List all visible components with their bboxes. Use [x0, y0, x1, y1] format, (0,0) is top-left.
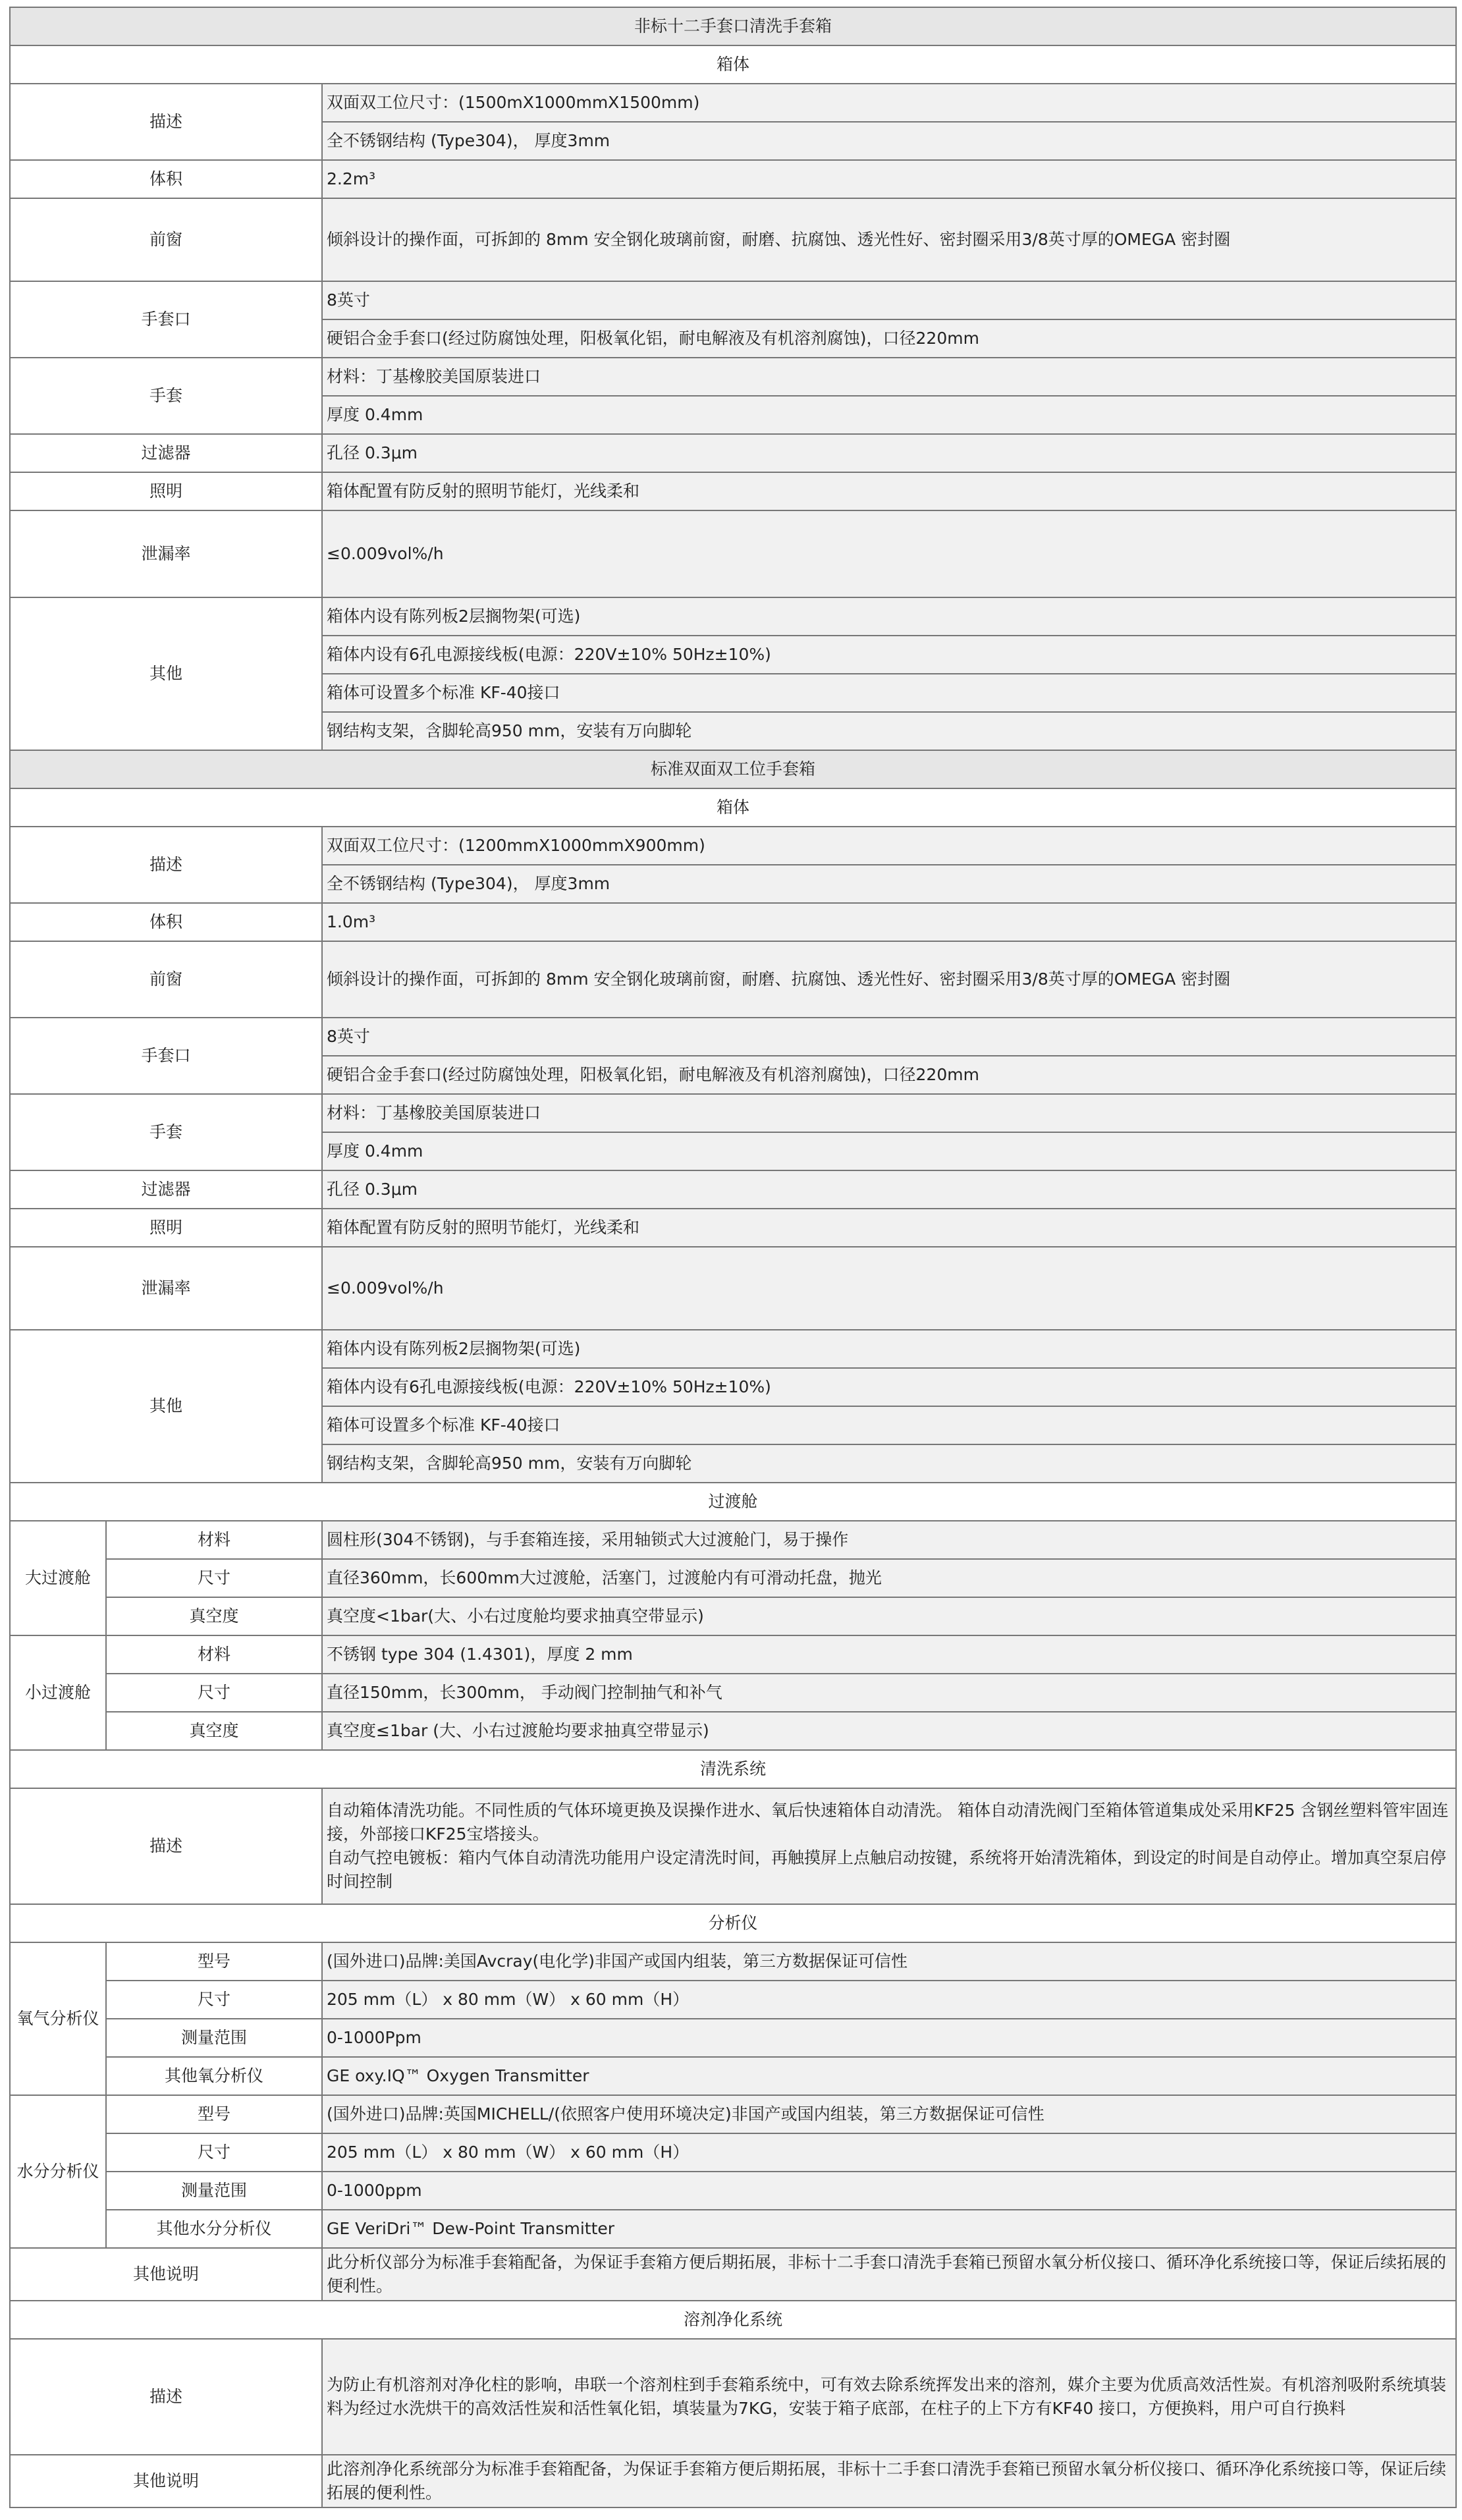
- box2-other-stand: 钢结构支架，含脚轮高950 mm，安装有万向脚轮: [322, 1444, 1456, 1483]
- label-vacuum: 真空度: [106, 1712, 322, 1750]
- section-transfer-chamber: 过渡舱: [10, 1483, 1456, 1521]
- label-material: 材料: [106, 1635, 322, 1674]
- label-material: 材料: [106, 1521, 322, 1559]
- box1-lighting: 箱体配置有防反射的照明节能灯，光线柔和: [322, 472, 1456, 510]
- big-chamber-size: 直径360mm，长600mm大过渡舱，活塞门，过渡舱内有可滑动托盘，抛光: [322, 1559, 1456, 1597]
- label-model: 型号: [106, 2095, 322, 2133]
- h2o-size: 205 mm（L） x 80 mm（W） x 60 mm（H）: [322, 2133, 1456, 2172]
- label-oxygen-analyzer: 氧气分析仪: [10, 1942, 106, 2095]
- label-volume: 体积: [10, 160, 322, 198]
- cleaning-desc: 自动箱体清洗功能。不同性质的气体环境更换及误操作进水、氧后快速箱体自动清洗。 箱体自动清洗阀门至箱体管道集成处采用KF25 含钢丝塑料管牢固连接，外部接口KF25宝塔接头。 自动气控电镀板：箱内气体自动清洗功能用户设定清洗时间，再触摸屏上点触启动按键，系统将开始清洗箱体，到设定的时间是自动停止。增加真空泵启停时间控制: [322, 1788, 1456, 1904]
- section-title-nonstandard: 非标十二手套口清洗手套箱: [10, 7, 1456, 45]
- o2-other: GE oxy.IQ™ Oxygen Transmitter: [322, 2057, 1456, 2095]
- h2o-other: GE VeriDri™ Dew-Point Transmitter: [322, 2210, 1456, 2248]
- box2-other-kf40: 箱体可设置多个标准 KF-40接口: [322, 1406, 1456, 1444]
- solvent-desc: 为防止有机溶剂对净化柱的影响，串联一个溶剂柱到手套箱系统中，可有效去除系统挥发出来的溶剂，媒介主要为优质高效活性炭。有机溶剂吸附系统填装料为经过水洗烘干的高效活性炭和活性氧化铝，填装量为7KG，安装于箱子底部，在柱子的上下方有KF40 接口，方便换料，用户可自行换料: [322, 2339, 1456, 2455]
- box2-leak-rate: ≤0.009vol%/h: [322, 1247, 1456, 1330]
- label-glove: 手套: [10, 1094, 322, 1170]
- label-desc: 描述: [10, 84, 322, 160]
- label-front-window: 前窗: [10, 941, 322, 1018]
- box2-other-power: 箱体内设有6孔电源接线板(电源：220V±10% 50Hz±10%): [322, 1368, 1456, 1406]
- label-leak-rate: 泄漏率: [10, 1247, 322, 1330]
- label-other-oxygen: 其他氧分析仪: [106, 2057, 322, 2095]
- big-chamber-material: 圆柱形(304不锈钢)，与手套箱连接，采用轴锁式大过渡舱门，易于操作: [322, 1521, 1456, 1559]
- box1-other-power: 箱体内设有6孔电源接线板(电源：220V±10% 50Hz±10%): [322, 636, 1456, 674]
- box2-lighting: 箱体配置有防反射的照明节能灯，光线柔和: [322, 1209, 1456, 1247]
- label-filter: 过滤器: [10, 434, 322, 472]
- label-leak-rate: 泄漏率: [10, 510, 322, 597]
- box1-glove-material: 材料：丁基橡胶美国原装进口: [322, 358, 1456, 396]
- analyzer-notes: 此分析仪部分为标准手套箱配备，为保证手套箱方便后期拓展，非标十二手套口清洗手套箱已预留水氧分析仪接口、循环净化系统接口等，保证后续拓展的便利性。: [322, 2248, 1456, 2301]
- subsection-box-2: 箱体: [10, 788, 1456, 827]
- box2-other-shelf: 箱体内设有陈列板2层搁物架(可选): [322, 1330, 1456, 1368]
- label-lighting: 照明: [10, 1209, 322, 1247]
- subsection-box-1: 箱体: [10, 45, 1456, 84]
- box1-other-shelf: 箱体内设有陈列板2层搁物架(可选): [322, 597, 1456, 636]
- section-solvent-purification: 溶剂净化系统: [10, 2301, 1456, 2339]
- label-size: 尺寸: [106, 1981, 322, 2019]
- label-desc: 描述: [10, 1788, 322, 1904]
- label-size: 尺寸: [106, 1559, 322, 1597]
- spec-table: [9, 7, 1457, 2508]
- label-desc: 描述: [10, 827, 322, 903]
- label-filter: 过滤器: [10, 1170, 322, 1209]
- label-lighting: 照明: [10, 472, 322, 510]
- box1-front-window: 倾斜设计的操作面，可拆卸的 8mm 安全钢化玻璃前窗，耐磨、抗腐蚀、透光性好、密封圈采用3/8英寸厚的OMEGA 密封圈: [322, 198, 1456, 281]
- h2o-model: (国外进口)品牌:英国MICHELL/(依照客户使用环境决定)非国产或国内组装，第三方数据保证可信性: [322, 2095, 1456, 2133]
- box1-leak-rate: ≤0.009vol%/h: [322, 510, 1456, 597]
- label-other-notes: 其他说明: [10, 2248, 322, 2301]
- box2-volume: 1.0m³: [322, 903, 1456, 941]
- o2-range: 0-1000Ppm: [322, 2019, 1456, 2057]
- label-glove-port: 手套口: [10, 1018, 322, 1094]
- label-big-chamber: 大过渡舱: [10, 1521, 106, 1635]
- label-other-notes: 其他说明: [10, 2455, 322, 2507]
- box1-filter: 孔径 0.3μm: [322, 434, 1456, 472]
- box2-glove-material: 材料：丁基橡胶美国原装进口: [322, 1094, 1456, 1132]
- section-title-standard: 标准双面双工位手套箱: [10, 750, 1456, 788]
- solvent-notes: 此溶剂净化系统部分为标准手套箱配备，为保证手套箱方便后期拓展，非标十二手套口清洗手套箱已预留水氧分析仪接口、循环净化系统接口等，保证后续拓展的便利性。: [322, 2455, 1456, 2507]
- label-size: 尺寸: [106, 2133, 322, 2172]
- small-chamber-material: 不锈钢 type 304 (1.4301)，厚度 2 mm: [322, 1635, 1456, 1674]
- label-other: 其他: [10, 1330, 322, 1483]
- label-glove: 手套: [10, 358, 322, 434]
- box2-glove-thickness: 厚度 0.4mm: [322, 1132, 1456, 1170]
- big-chamber-vacuum: 真空度<1bar(大、小右过度舱均要求抽真空带显示): [322, 1597, 1456, 1635]
- box2-desc-size: 双面双工位尺寸：(1200mmX1000mmX900mm): [322, 827, 1456, 865]
- label-front-window: 前窗: [10, 198, 322, 281]
- label-vacuum: 真空度: [106, 1597, 322, 1635]
- label-desc: 描述: [10, 2339, 322, 2455]
- box1-desc-material: 全不锈钢结构 (Type304)， 厚度3mm: [322, 122, 1456, 160]
- label-glove-port: 手套口: [10, 281, 322, 358]
- section-cleaning-system: 清洗系统: [10, 1750, 1456, 1788]
- label-other: 其他: [10, 597, 322, 750]
- o2-model: (国外进口)品牌:美国Avcray(电化学)非国产或国内组装，第三方数据保证可信性: [322, 1942, 1456, 1981]
- box1-glove-port-size: 8英寸: [322, 281, 1456, 319]
- label-other-water: 其他水分分析仪: [106, 2210, 322, 2248]
- label-water-analyzer: 水分分析仪: [10, 2095, 106, 2248]
- box2-desc-material: 全不锈钢结构 (Type304)， 厚度3mm: [322, 865, 1456, 903]
- box1-glove-thickness: 厚度 0.4mm: [322, 396, 1456, 434]
- label-model: 型号: [106, 1942, 322, 1981]
- small-chamber-vacuum: 真空度≤1bar (大、小右过渡舱均要求抽真空带显示): [322, 1712, 1456, 1750]
- label-size: 尺寸: [106, 1674, 322, 1712]
- box2-glove-port-material: 硬铝合金手套口(经过防腐蚀处理，阳极氧化铝，耐电解液及有机溶剂腐蚀)，口径220mm: [322, 1056, 1456, 1094]
- small-chamber-size: 直径150mm，长300mm， 手动阀门控制抽气和补气: [322, 1674, 1456, 1712]
- label-volume: 体积: [10, 903, 322, 941]
- box1-glove-port-material: 硬铝合金手套口(经过防腐蚀处理，阳极氧化铝，耐电解液及有机溶剂腐蚀)，口径220mm: [322, 319, 1456, 358]
- box2-front-window: 倾斜设计的操作面，可拆卸的 8mm 安全钢化玻璃前窗，耐磨、抗腐蚀、透光性好、密封圈采用3/8英寸厚的OMEGA 密封圈: [322, 941, 1456, 1018]
- o2-size: 205 mm（L） x 80 mm（W） x 60 mm（H）: [322, 1981, 1456, 2019]
- h2o-range: 0-1000ppm: [322, 2172, 1456, 2210]
- label-range: 测量范围: [106, 2172, 322, 2210]
- box1-other-stand: 钢结构支架，含脚轮高950 mm，安装有万向脚轮: [322, 712, 1456, 750]
- label-small-chamber: 小过渡舱: [10, 1635, 106, 1750]
- box2-filter: 孔径 0.3μm: [322, 1170, 1456, 1209]
- label-range: 测量范围: [106, 2019, 322, 2057]
- box1-volume: 2.2m³: [322, 160, 1456, 198]
- box1-desc-size: 双面双工位尺寸：(1500mX1000mmX1500mm): [322, 84, 1456, 122]
- section-analyzer: 分析仪: [10, 1904, 1456, 1942]
- box1-other-kf40: 箱体可设置多个标准 KF-40接口: [322, 674, 1456, 712]
- box2-glove-port-size: 8英寸: [322, 1018, 1456, 1056]
